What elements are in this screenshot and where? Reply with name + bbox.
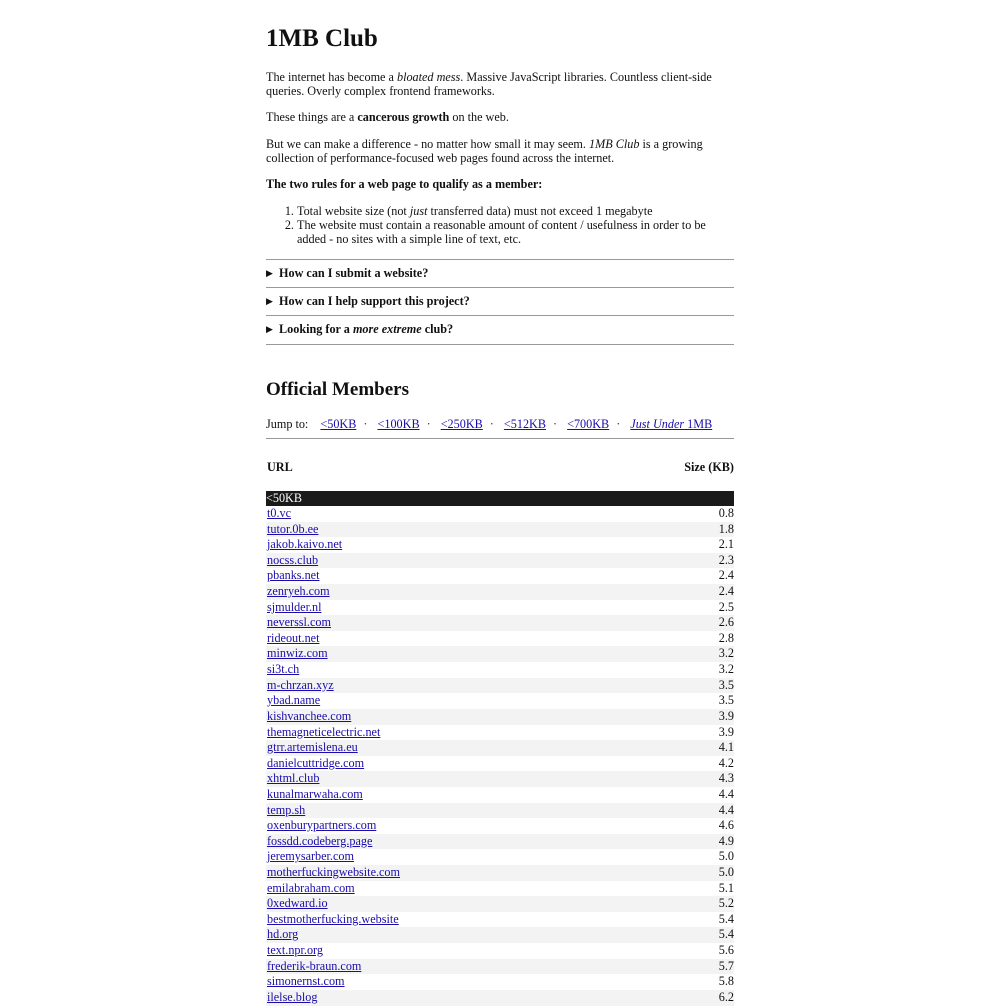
table-row — [266, 881, 734, 897]
site-size: 2.3 — [718, 552, 734, 567]
site-size: 4.6 — [718, 818, 734, 833]
table-row — [266, 678, 734, 694]
site-link[interactable]: neverssl.com — [267, 615, 331, 630]
table-row — [266, 693, 734, 709]
table-row — [266, 912, 734, 928]
column-header-url[interactable]: URL — [267, 460, 293, 474]
table-row — [266, 522, 734, 538]
divider — [266, 344, 734, 345]
site-link[interactable]: tutor.0b.ee — [267, 521, 319, 536]
table-row — [266, 615, 734, 631]
site-link[interactable]: 0xedward.io — [267, 896, 328, 911]
site-size: 2.8 — [718, 630, 734, 645]
site-link[interactable]: fossdd.codeberg.page — [267, 833, 373, 848]
site-size: 3.5 — [718, 677, 734, 692]
faq-extreme-club[interactable]: ▶ Looking for a more extreme club? — [266, 315, 734, 343]
table-row — [266, 584, 734, 600]
table-row — [266, 896, 734, 912]
table-row — [266, 943, 734, 959]
jump-link-700kb[interactable]: <700KB — [567, 417, 610, 431]
site-size: 2.6 — [718, 615, 734, 630]
table-row — [266, 725, 734, 741]
category-row: <50KB — [266, 491, 734, 506]
site-size: 3.2 — [718, 662, 734, 677]
table-row — [266, 740, 734, 756]
rules-list — [266, 204, 734, 246]
site-size: 3.2 — [718, 646, 734, 661]
site-size: 0.8 — [718, 506, 734, 520]
site-size: 2.4 — [718, 584, 734, 599]
site-size: 6.2 — [718, 989, 734, 1004]
table-row — [266, 865, 734, 881]
site-link[interactable]: danielcuttridge.com — [267, 755, 365, 770]
rule-2: 2. The website must contain a reasonable amount of content / usefulness in order to be added - no sites with a simple line of text, etc. — [297, 218, 734, 246]
site-size: 5.7 — [718, 958, 734, 973]
site-link[interactable]: emilabraham.com — [267, 880, 355, 895]
site-size: 4.4 — [718, 802, 734, 817]
intro-paragraph-3: But we can make a difference - no matter how small it may seem. 1MB Club is a growing collection of performance-focused web pages found across the internet. — [266, 137, 703, 165]
site-size: 3.9 — [718, 708, 734, 723]
site-link[interactable]: nocss.club — [267, 552, 319, 567]
site-size: 5.8 — [718, 974, 734, 989]
faq-submit-website[interactable]: ▶ How can I submit a website? — [266, 259, 734, 287]
table-row — [266, 974, 734, 990]
site-link[interactable]: xhtml.club — [267, 771, 320, 786]
disclosure-triangle-icon: ▶ — [266, 324, 273, 334]
intro-paragraph-1: The internet has become a bloated mess. Massive JavaScript libraries. Countless client-side queries. Overly complex frontend frameworks. — [266, 70, 712, 98]
faq-support-project[interactable]: ▶ How can I help support this project? — [266, 287, 734, 315]
site-size: 5.0 — [718, 865, 734, 880]
site-link[interactable]: gtrr.artemislena.eu — [267, 740, 358, 755]
site-size: 5.0 — [718, 849, 734, 864]
site-link[interactable]: hd.org — [267, 927, 299, 942]
site-link[interactable]: pbanks.net — [267, 568, 320, 583]
jump-link-just-under-1mb[interactable]: Just Under 1MB — [630, 417, 713, 431]
site-size: 3.9 — [718, 724, 734, 739]
site-size: 4.9 — [718, 833, 734, 848]
table-row — [266, 818, 734, 834]
table-row — [266, 537, 734, 553]
divider — [266, 438, 734, 439]
site-size: 4.1 — [718, 740, 734, 755]
disclosure-triangle-icon: ▶ — [266, 296, 273, 306]
rule-1: 1. Total website size (not just transferred data) must not exceed 1 megabyte — [297, 204, 734, 218]
table-row — [266, 834, 734, 850]
table-row — [266, 631, 734, 647]
site-size: 1.8 — [718, 521, 734, 536]
site-link[interactable]: t0.vc — [267, 506, 292, 520]
table-row — [266, 709, 734, 725]
site-link[interactable]: zenryeh.com — [267, 584, 330, 599]
jump-link-250kb[interactable]: <250KB — [440, 417, 483, 431]
table-row — [266, 771, 734, 787]
column-header-size[interactable]: Size (KB) — [684, 460, 734, 474]
jump-link-50kb[interactable]: <50KB — [320, 417, 357, 431]
site-size: 5.4 — [718, 911, 734, 926]
table-row — [266, 787, 734, 803]
site-link[interactable]: ilelse.blog — [267, 989, 318, 1004]
site-size: 3.5 — [718, 693, 734, 708]
table-row — [266, 553, 734, 569]
table-row — [266, 959, 734, 975]
site-link[interactable]: simonernst.com — [267, 974, 345, 989]
site-link[interactable]: jakob.kaivo.net — [267, 537, 343, 552]
page-title: 1MB Club — [266, 25, 378, 52]
site-size: 5.6 — [718, 943, 734, 958]
site-size: 2.5 — [718, 599, 734, 614]
jump-link-100kb[interactable]: <100KB — [377, 417, 420, 431]
members-table — [266, 506, 734, 1006]
site-size: 2.4 — [718, 568, 734, 583]
table-row — [266, 568, 734, 584]
site-link[interactable]: temp.sh — [267, 802, 306, 817]
site-link[interactable]: kunalmarwaha.com — [267, 786, 363, 801]
site-link[interactable]: bestmotherfucking.website — [267, 911, 399, 926]
jump-nav: Jump to: <50KB · <100KB · <250KB · <512KB · <700KB · Just Under 1MB — [266, 417, 713, 431]
site-link[interactable]: si3t.ch — [267, 662, 300, 677]
site-link[interactable]: minwiz.com — [267, 646, 328, 661]
site-size: 4.3 — [718, 771, 734, 786]
table-row — [266, 600, 734, 616]
jump-link-512kb[interactable]: <512KB — [503, 417, 546, 431]
site-link[interactable]: themagneticelectric.net — [267, 724, 381, 739]
site-link[interactable]: jeremysarber.com — [267, 849, 354, 864]
site-size: 5.4 — [718, 927, 734, 942]
site-link[interactable]: m-chrzan.xyz — [267, 677, 334, 692]
table-row — [266, 927, 734, 943]
disclosure-triangle-icon: ▶ — [266, 268, 273, 278]
site-link[interactable]: kishvanchee.com — [267, 708, 352, 723]
site-size: 5.2 — [718, 896, 734, 911]
table-row — [266, 849, 734, 865]
site-link[interactable]: frederik-braun.com — [267, 958, 362, 973]
intro-paragraph-2: These things are a cancerous growth on the web. — [266, 110, 509, 124]
site-link[interactable]: motherfuckingwebsite.com — [267, 865, 401, 880]
site-size: 4.4 — [718, 786, 734, 801]
members-heading: Official Members — [266, 379, 409, 400]
site-link[interactable]: ybad.name — [267, 693, 321, 708]
site-size: 4.2 — [718, 755, 734, 770]
table-row — [266, 756, 734, 772]
site-link[interactable]: text.npr.org — [267, 943, 323, 958]
site-link[interactable]: oxenburypartners.com — [267, 818, 377, 833]
table-row — [266, 646, 734, 662]
table-row — [266, 990, 734, 1006]
table-row — [266, 803, 734, 819]
table-row — [266, 662, 734, 678]
site-link[interactable]: sjmulder.nl — [267, 599, 322, 614]
site-link[interactable]: rideout.net — [267, 630, 320, 645]
rules-heading: The two rules for a web page to qualify as a member: — [266, 177, 543, 191]
table-row — [266, 506, 734, 522]
site-size: 5.1 — [718, 880, 734, 895]
site-size: 2.1 — [718, 537, 734, 552]
